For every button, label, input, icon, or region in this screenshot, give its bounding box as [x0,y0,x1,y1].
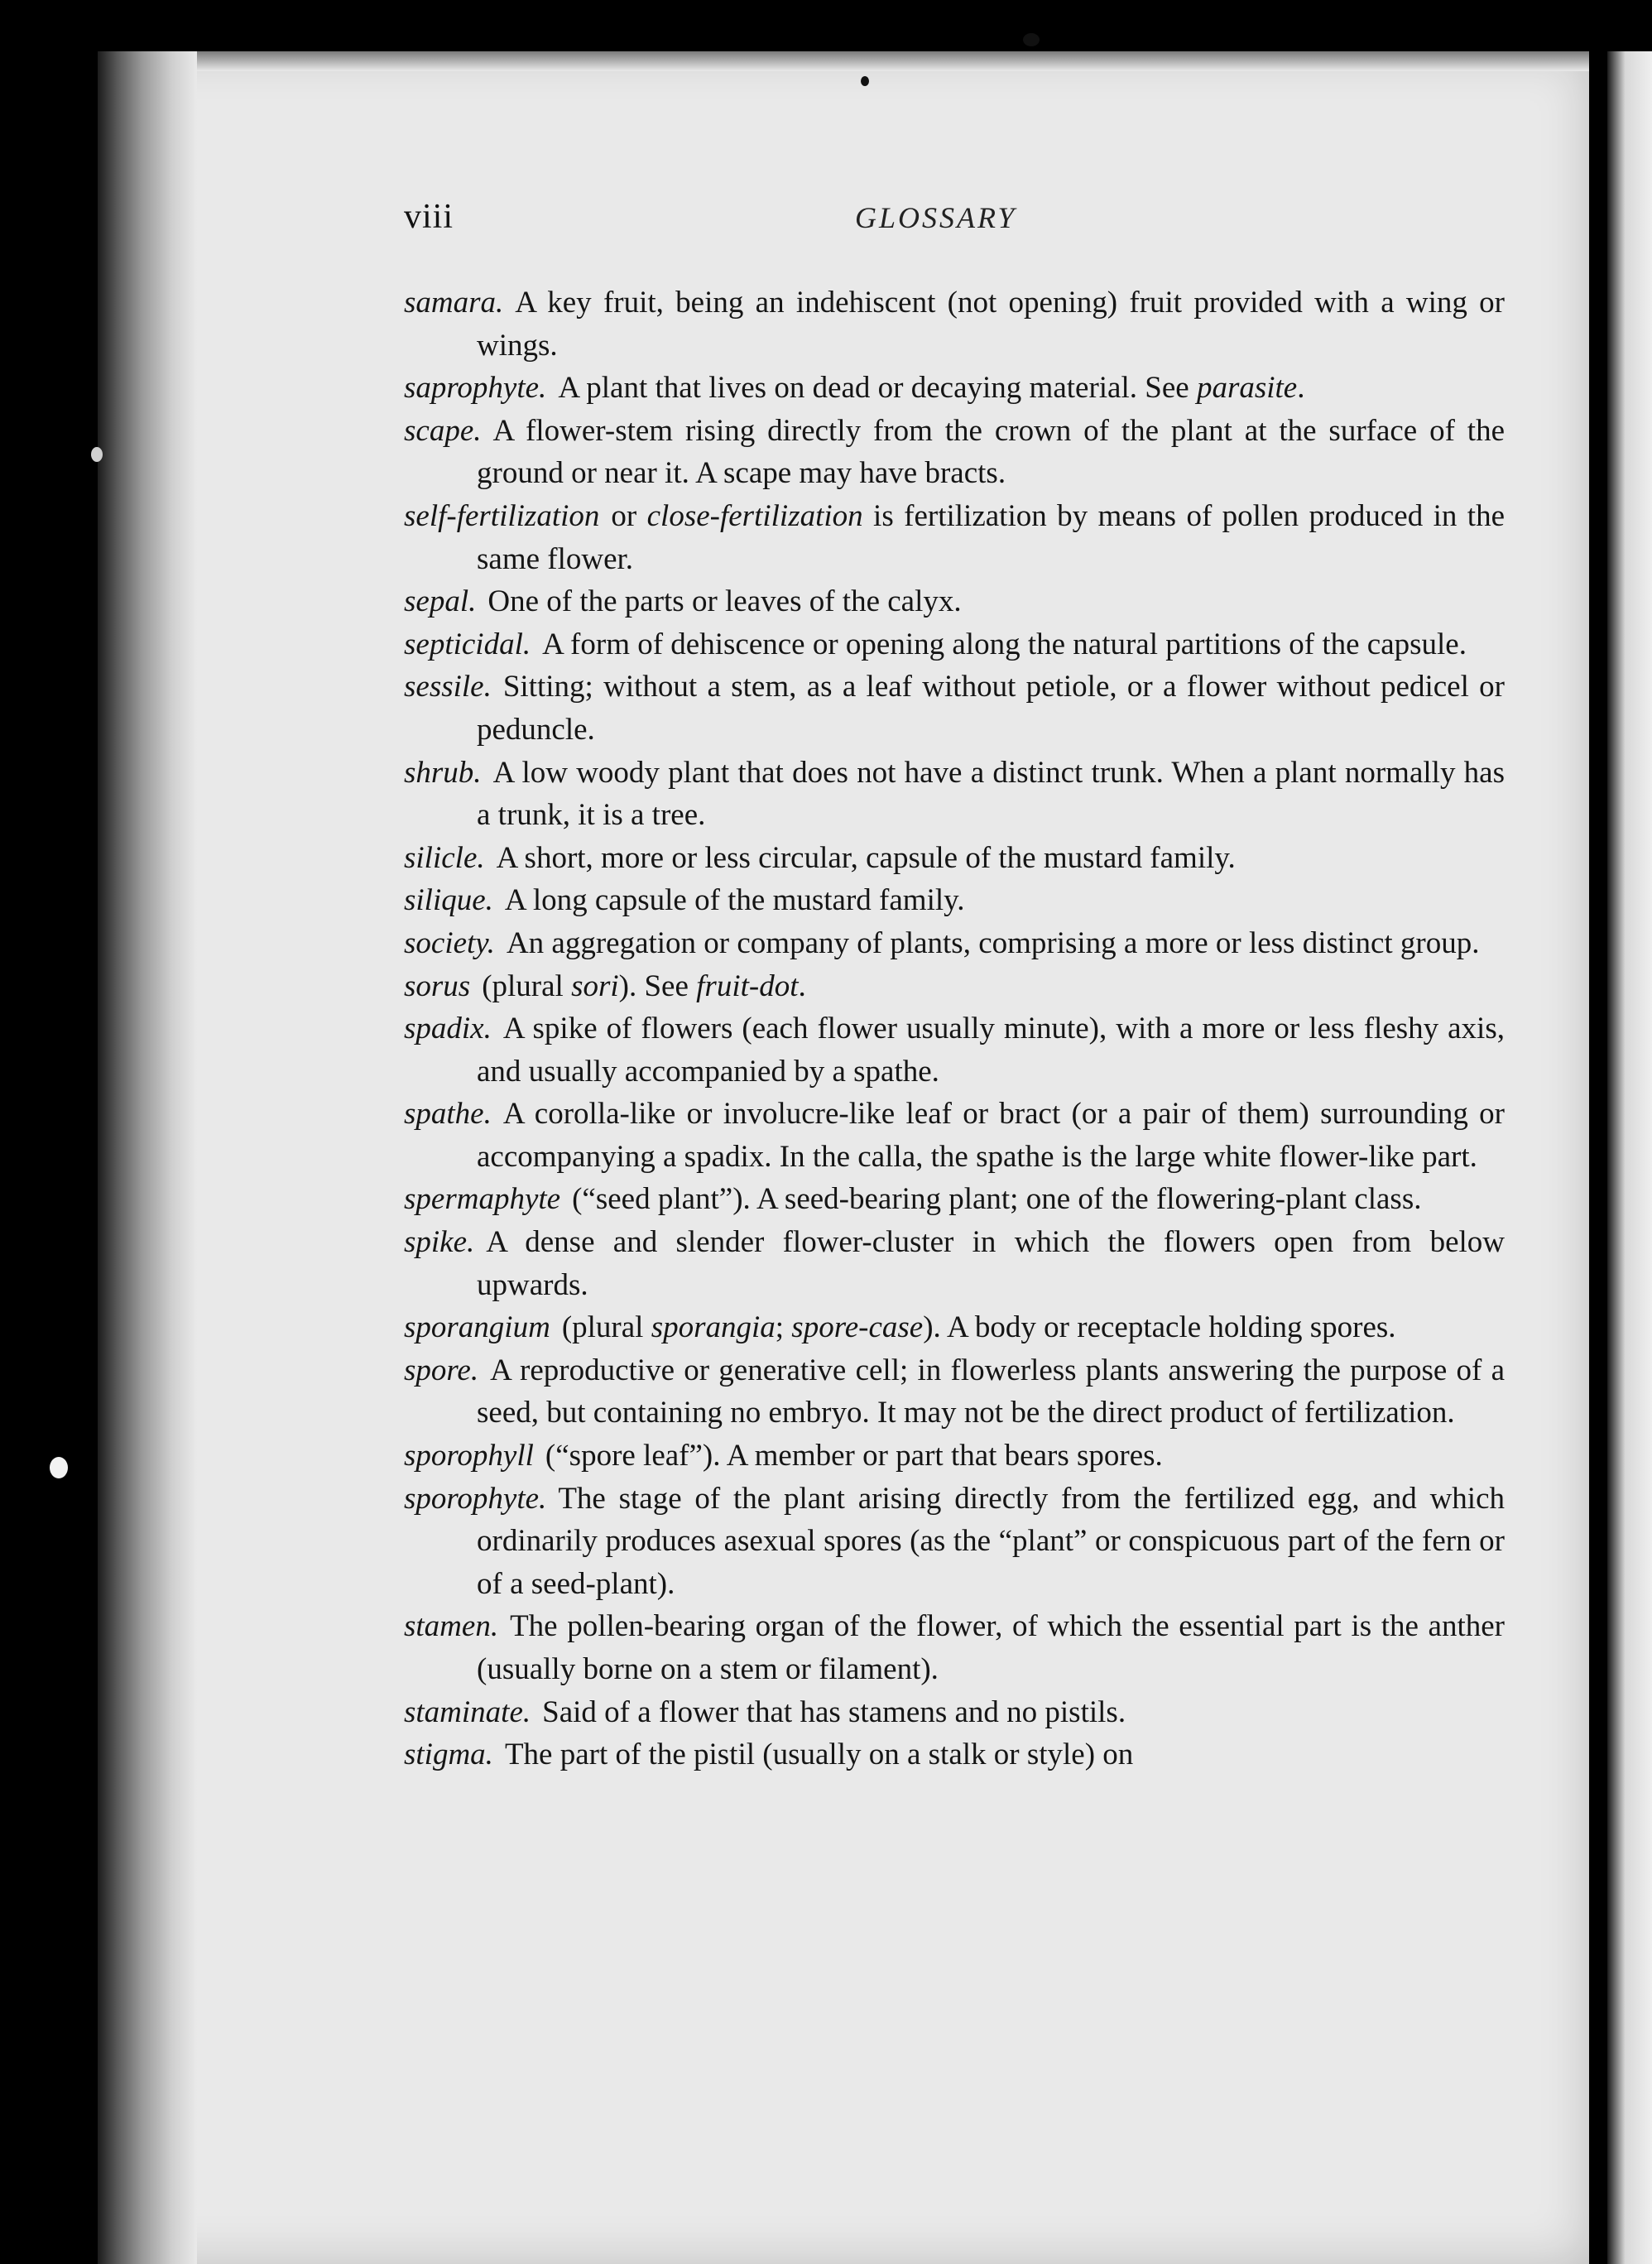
running-title: GLOSSARY [855,201,1017,234]
glossary-term: saprophyte. [404,371,547,406]
glossary-entry [404,1093,1505,1178]
glossary-entry [404,1221,1505,1306]
glossary-definition: A key fruit, being an indehiscent (not opening) fruit provided with a wing or wings. [477,286,1505,363]
glossary-list [404,281,1505,1776]
glossary-term: samara. [404,286,504,320]
glossary-definition: A plant that lives on dead or decaying material. See parasite. [558,371,1305,406]
page-number: viii [404,198,454,236]
glossary-definition: A flower-stem rising directly from the crown of the plant at the surface of the ground or near it. A scape may have bracts. [477,413,1505,491]
glossary-entry [404,1478,1505,1606]
glossary-term: sepal. [404,584,477,619]
scan-speck [1023,33,1040,46]
glossary-term: sessile. [404,670,492,704]
glossary-term: spermaphyte [404,1182,561,1217]
glossary-term: stamen. [404,1609,499,1644]
glossary-definition: The pollen-bearing organ of the flower, of which the essential part is the anther (usually borne on a stem or filament). [477,1609,1505,1686]
glossary-entry [404,752,1505,837]
glossary-term: sporophyte. [404,1481,547,1516]
glossary-entry [404,1733,1505,1776]
glossary-entry [404,623,1505,666]
glossary-term: spathe. [404,1097,492,1132]
glossary-entry [404,1007,1505,1093]
glossary-definition: (plural sori). See fruit-dot. [482,969,806,1003]
glossary-term: shrub. [404,755,482,790]
glossary-term: self-fertilization [404,498,600,533]
next-page-edge [1607,51,1652,2264]
glossary-definition: The stage of the plant arising directly from the fertilized egg, and which ordinarily produces asexual spores (as the “plant” or conspicuous part of the fern or of a seed-plant). [477,1481,1505,1601]
glossary-definition: A short, more or less circular, capsule of the mustard family. [496,840,1236,875]
scan-speck [91,447,103,462]
glossary-definition: A form of dehiscence or opening along the natural partitions of the capsule. [542,627,1467,661]
glossary-definition: A low woody plant that does not have a distinct trunk. When a plant normally has a trunk, it is a tree. [477,755,1505,833]
glossary-definition: Sitting; without a stem, as a leaf without petiole, or a flower without pedicel or peduncle. [477,670,1505,747]
glossary-definition: (plural sporangia; spore-case). A body or receptacle holding spores. [561,1310,1396,1345]
glossary-term: spadix. [404,1012,492,1046]
glossary-definition: or close-fertilization is fertilization by means of pollen produced in the same flower. [477,498,1505,576]
glossary-entry [404,1306,1505,1349]
glossary-term: staminate. [404,1694,531,1729]
glossary-entry [404,1349,1505,1435]
glossary-entry [404,965,1505,1008]
binding-gutter [98,51,197,2264]
glossary-definition: A corolla-like or involucre-like leaf or bract (or a pair of them) surrounding or accompanying a spadix. In the calla, the spathe is the large white flower-like part. [477,1097,1505,1174]
glossary-term: stigma. [404,1738,493,1772]
glossary-entry [404,1605,1505,1690]
glossary-term: sporophyll [404,1439,534,1473]
glossary-definition: A spike of flowers (each flower usually minute), with a more or less fleshy axis, and usually accompanied by a spathe. [477,1012,1505,1089]
glossary-entry [404,495,1505,580]
glossary-entry [404,837,1505,880]
glossary-entry [404,1178,1505,1221]
glossary-definition: One of the parts or leaves of the calyx. [487,584,962,619]
glossary-definition: A reproductive or generative cell; in flowerless plants answering the purpose of a seed, but containing no embryo. It may not be the direct product of fertilization. [477,1353,1505,1430]
page-top-edge [98,51,1589,71]
glossary-term: spore. [404,1353,479,1387]
glossary-definition: A long capsule of the mustard family. [504,883,965,918]
scan-speck [861,76,869,86]
glossary-definition: (“spore leaf”). A member or part that bears spores. [545,1439,1163,1473]
glossary-definition: An aggregation or company of plants, comprising a more or less distinct group. [506,925,1480,960]
scan-speck [50,1457,68,1478]
glossary-term: society. [404,925,495,960]
glossary-entry [404,410,1505,495]
glossary-definition: The part of the pistil (usually on a stalk or style) on [504,1738,1134,1772]
glossary-term: septicidal. [404,627,531,661]
glossary-entry [404,666,1505,751]
running-head [404,197,1463,247]
glossary-entry [404,922,1505,965]
glossary-entry [404,281,1505,367]
glossary-term: sorus [404,969,471,1003]
glossary-definition: A dense and slender flower-cluster in which the flowers open from below upwards. [477,1225,1505,1302]
glossary-term: spike. [404,1225,475,1260]
glossary-definition: (“seed plant”). A seed-bearing plant; one of the flowering-plant class. [572,1182,1422,1217]
glossary-term: scape. [404,413,482,448]
glossary-term: sporangium [404,1310,550,1345]
glossary-entry [404,1691,1505,1734]
glossary-entry [404,367,1505,410]
glossary-entry [404,1435,1505,1478]
glossary-entry [404,879,1505,922]
glossary-definition: Said of a flower that has stamens and no pistils. [542,1694,1126,1729]
glossary-term: silicle. [404,840,485,875]
glossary-entry [404,580,1505,623]
glossary-term: silique. [404,883,493,918]
